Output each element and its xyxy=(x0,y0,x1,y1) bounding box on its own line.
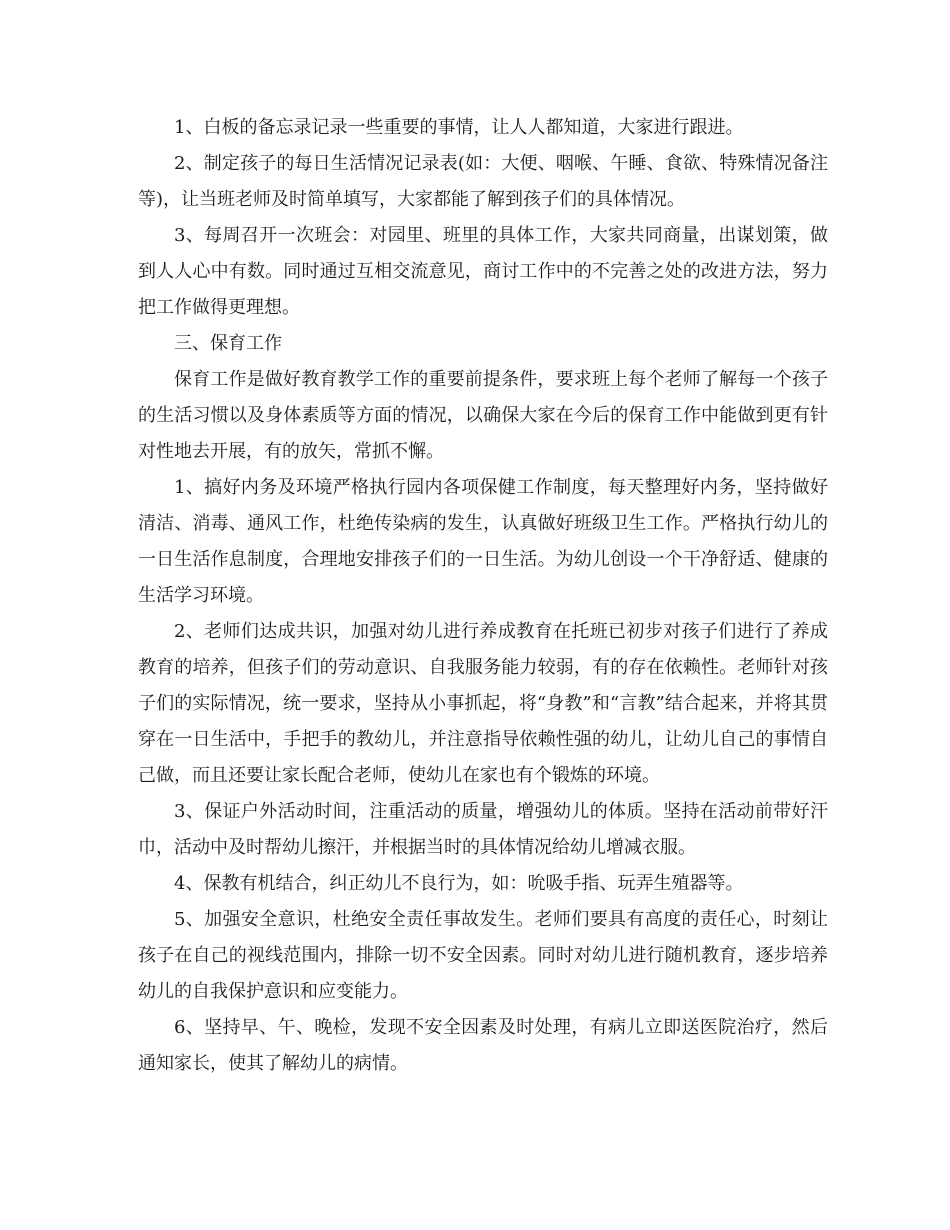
section-heading-care-work: 三、保育工作 xyxy=(174,333,282,354)
paragraph-outdoor-activity: 3、保证户外活动时间，注重活动的质量，增强幼儿的体质。坚持在活动前带好汗巾，活动中及时帮幼儿擦汗，并根据当时的具体情况给幼儿增减衣服。 xyxy=(138,801,828,858)
paragraph-correct-behavior: 4、保教有机结合，纠正幼儿不良行为，如：吮吸手指、玩弄生殖器等。 xyxy=(174,873,744,894)
paragraph-safety-awareness: 5、加强安全意识，杜绝安全责任事故发生。老师们要具有高度的责任心，时刻让孩子在自己的视线范围内，排除一切不安全因素。同时对幼儿进行随机教育，逐步培养幼儿的自我保护意识和应变能力。 xyxy=(138,909,828,1002)
paragraph-habit-education: 2、老师们达成共识，加强对幼儿进行养成教育在托班已初步对孩子们进行了养成教育的培养，但孩子们的劳动意识、自我服务能力较弱，有的存在依赖性。老师针对孩子们的实际情况，统一要求，坚持从小事抓起，将“身教”和“言教”结合起来，并将其贯穿在一日生活中，手把手的教幼儿，并注意指导依赖性强的幼儿，让幼儿自己的事情自己做，而且还要让家长配合老师，使幼儿在家也有个锻炼的环境。 xyxy=(138,621,828,786)
paragraph-care-work-intro: 保育工作是做好教育教学工作的重要前提条件，要求班上每个老师了解每一个孩子的生活习惯以及身体素质等方面的情况，以确保大家在今后的保育工作中能做到更有针对性地去开展，有的放矢，常抓不懈。 xyxy=(138,369,828,462)
paragraph-weekly-meeting: 3、每周召开一次班会：对园里、班里的具体工作，大家共同商量，出谋划策，做到人人心中有数。同时通过互相交流意见，商讨工作中的不完善之处的改进方法，努力把工作做得更理想。 xyxy=(138,225,828,318)
paragraph-housekeeping-environment: 1、搞好内务及环境严格执行园内各项保健工作制度，每天整理好内务，坚持做好清洁、消毒、通风工作，杜绝传染病的发生，认真做好班级卫生工作。严格执行幼儿的一日生活作息制度，合理地安排孩子们的一日生活。为幼儿创设一个干净舒适、健康的生活学习环境。 xyxy=(138,477,828,606)
paragraph-whiteboard-memo: 1、白板的备忘录记录一些重要的事情，让人人都知道，大家进行跟进。 xyxy=(174,117,744,138)
paragraph-health-check: 6、坚持早、午、晚检，发现不安全因素及时处理，有病儿立即送医院治疗，然后通知家长，使其了解幼儿的病情。 xyxy=(138,1017,828,1074)
document-body xyxy=(138,110,828,1082)
paragraph-daily-record-form: 2、制定孩子的每日生活情况记录表(如：大便、咽喉、午睡、食欲、特殊情况备注等)，让当班老师及时简单填写，大家都能了解到孩子们的具体情况。 xyxy=(138,153,828,210)
